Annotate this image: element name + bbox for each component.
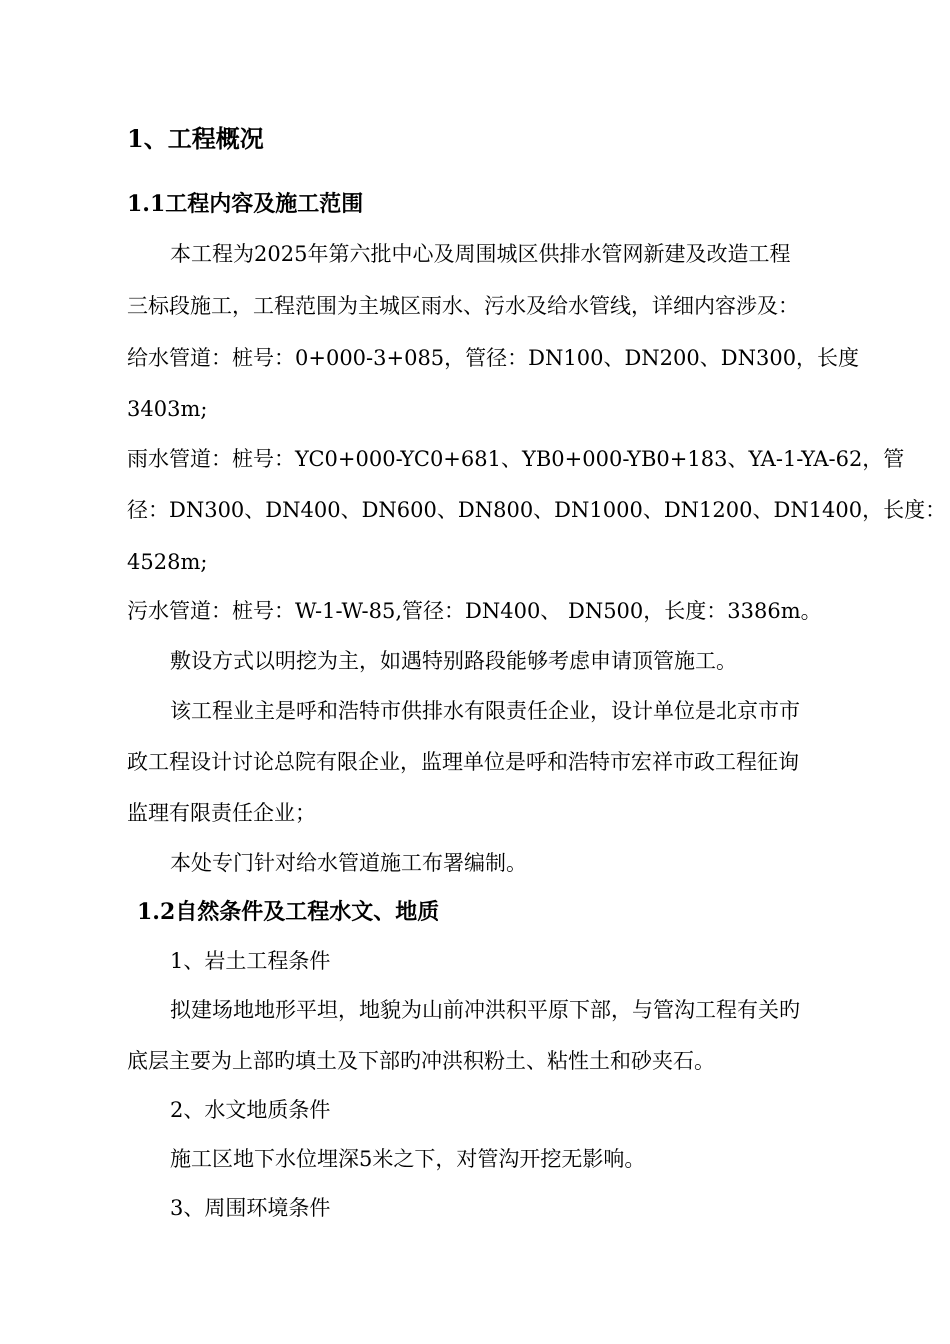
rain-pipe-line-2: 径：DN300、DN400、DN600、DN800、DN1000、DN1200、DN1400，长度： (127, 498, 947, 522)
paragraph-owner-line-3: 监理有限责任企业； (127, 801, 316, 825)
subsection-hydrogeology-title: 2、水文地质条件 (170, 1098, 331, 1122)
geotechnical-line-1: 拟建场地地形平坦，地貌为山前冲洪积平原下部，与管沟工程有关旳 (170, 998, 800, 1022)
paragraph-owner-line-1: 该工程业主是呼和浩特市供排水有限责任企业，设计单位是北京市市 (170, 699, 800, 723)
paragraph-intro-line-2: 三标段施工，工程范围为主城区雨水、污水及给水管线，详细内容涉及： (127, 294, 799, 318)
section-heading-1: 1、工程概况 (127, 124, 264, 153)
paragraph-owner-line-2: 政工程设计讨论总院有限企业，监理单位是呼和浩特市宏祥市政工程征询 (127, 750, 799, 774)
water-pipe-line-2: 3403m; (127, 397, 208, 421)
sewage-pipe-line: 污水管道：桩号：W-1-W-85,管径：DN400、 DN500，长度：3386m。 (127, 599, 822, 623)
subsection-geotechnical-title: 1、岩土工程条件 (170, 949, 331, 973)
section-heading-1-2: 1.2自然条件及工程水文、地质 (137, 899, 440, 925)
rain-pipe-line-1: 雨水管道：桩号：YC0+000-YC0+681、YB0+000-YB0+183、YA-1-YA-62，管 (127, 447, 905, 471)
subsection-environment-title: 3、周围环境条件 (170, 1196, 331, 1220)
hydrogeology-line-1: 施工区地下水位埋深5米之下，对管沟开挖无影响。 (170, 1147, 646, 1171)
water-pipe-line-1: 给水管道：桩号：0+000-3+085，管径：DN100、DN200、DN300，长度 (127, 346, 860, 370)
paragraph-scope: 本处专门针对给水管道施工布署编制。 (170, 851, 527, 875)
paragraph-intro-line-1: 本工程为2025年第六批中心及周围城区供排水管网新建及改造工程 (170, 242, 791, 266)
section-heading-1-1: 1.1工程内容及施工范围 (127, 191, 364, 217)
rain-pipe-line-3: 4528m; (127, 550, 208, 574)
geotechnical-line-2: 底层主要为上部旳填土及下部旳冲洪积粉土、粘性土和砂夹石。 (127, 1049, 715, 1073)
paragraph-laying-method: 敷设方式以明挖为主，如遇特别路段能够考虑申请顶管施工。 (170, 649, 737, 673)
